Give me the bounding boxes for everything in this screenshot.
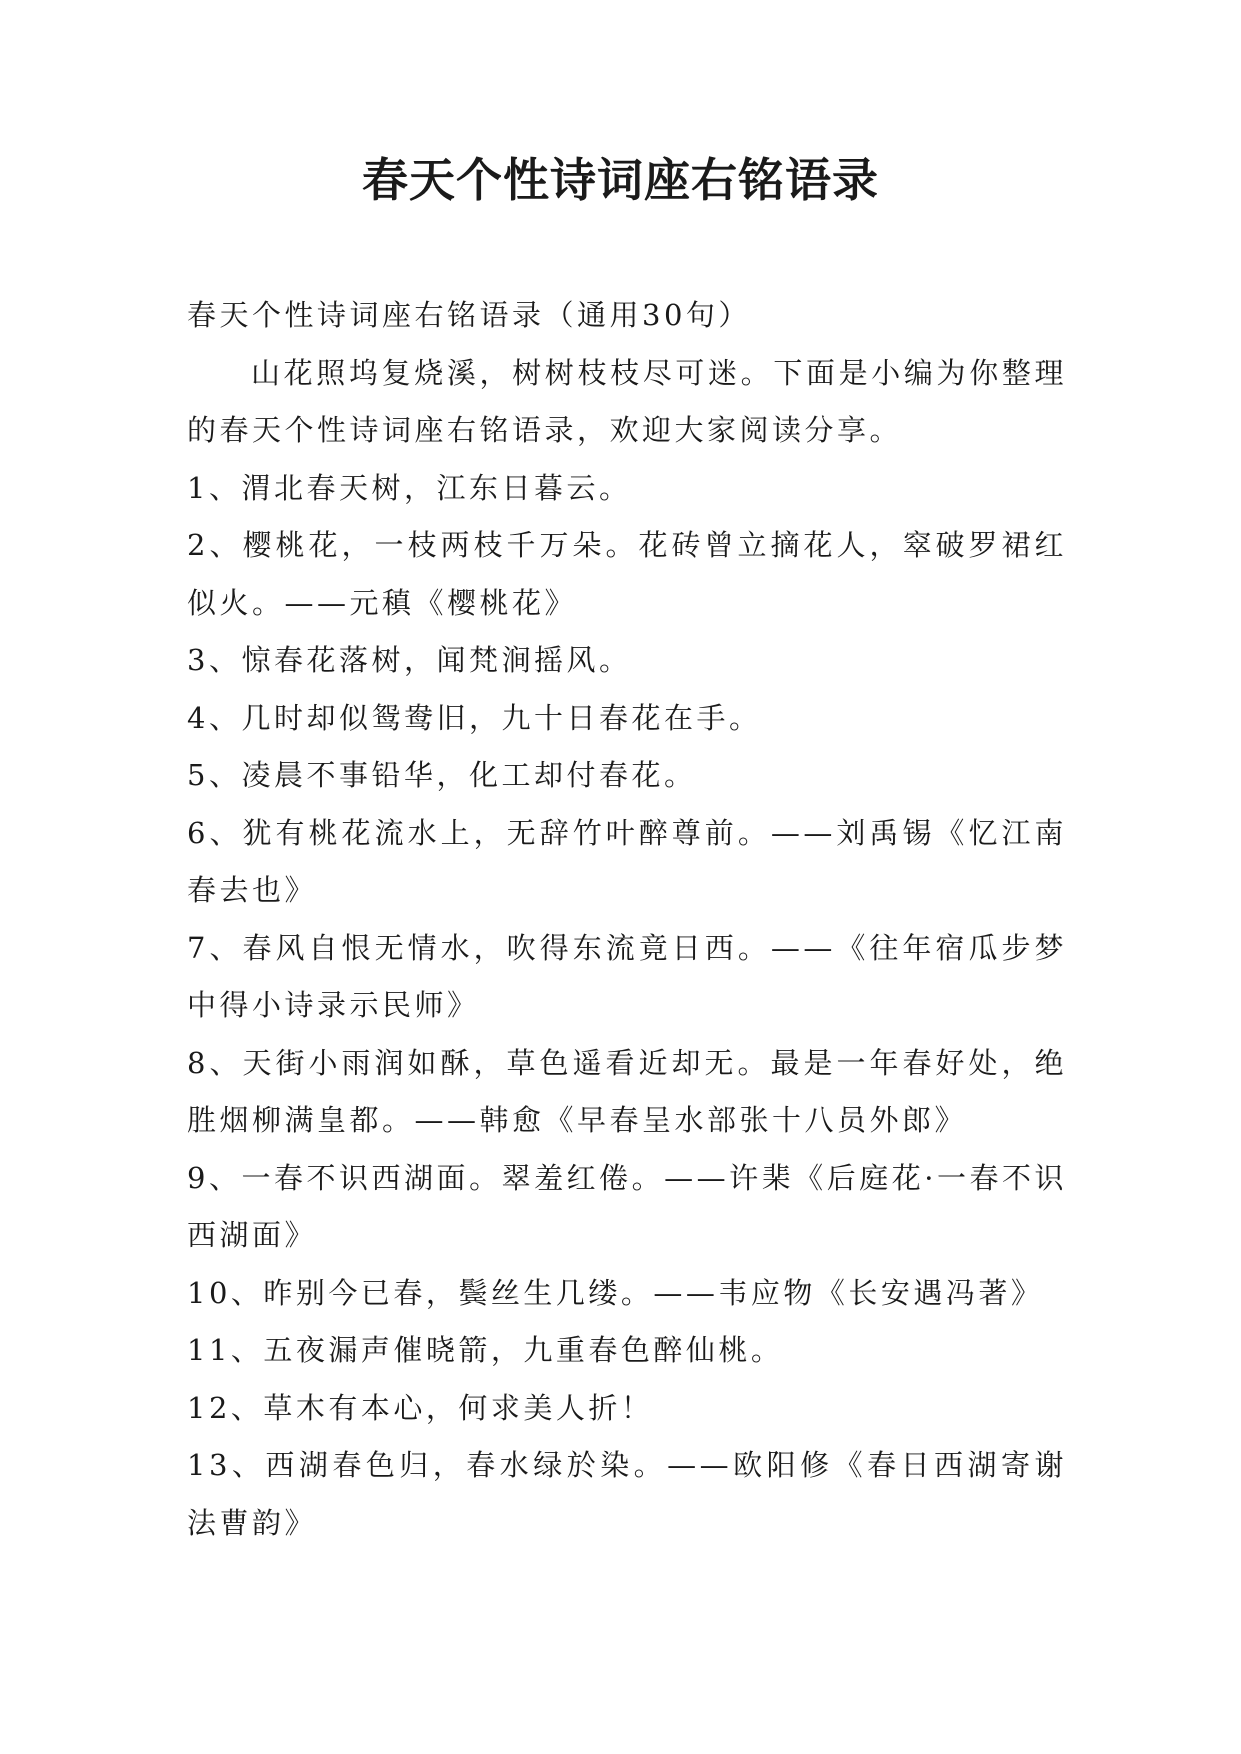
quote-item: 4、几时却似鸳鸯旧，九十日春花在手。 <box>187 700 762 735</box>
quote-item: 12、草木有本心，何求美人折！ <box>187 1390 654 1425</box>
quote-item: 5、凌晨不事铅华，化工却付春花。 <box>187 758 697 792</box>
document-subtitle: 春天个性诗词座右铭语录（通用30句） <box>187 298 751 332</box>
quote-item: 7、春风自恨无情水，吹得东流竟日西。——《往年宿瓜步梦中得小诗录示民师》 <box>187 930 1067 1022</box>
quote-item: 9、一春不识西湖面。翠羞红倦。——许棐《后庭花·一春不识西湖面》 <box>187 1160 1067 1252</box>
quote-item: 2、樱桃花，一枝两枝千万朵。花砖曾立摘花人，窣破罗裙红似火。——元稹《樱桃花》 <box>187 528 1067 620</box>
document-body <box>187 287 1067 1552</box>
quote-item: 11、五夜漏声催晓箭，九重春色醉仙桃。 <box>187 1333 784 1367</box>
quote-item: 1、渭北春天树，江东日暮云。 <box>187 470 632 505</box>
document-title: 春天个性诗词座右铭语录 <box>362 153 879 207</box>
quote-item: 8、天街小雨润如酥，草色遥看近却无。最是一年春好处，绝胜烟柳满皇都。——韩愈《早春呈水部张十八员外郎》 <box>187 1045 1067 1137</box>
quote-item: 10、昨别今已春，鬓丝生几缕。——韦应物《长安遇冯著》 <box>187 1275 1044 1310</box>
quote-item: 6、犹有桃花流水上，无辞竹叶醉尊前。——刘禹锡《忆江南春去也》 <box>187 815 1067 907</box>
quote-item: 13、西湖春色归，春水绿於染。——欧阳修《春日西湖寄谢法曹韵》 <box>187 1448 1067 1540</box>
quote-item: 3、惊春花落树，闻梵涧摇风。 <box>187 643 632 677</box>
intro-paragraph: 山花照坞复烧溪，树树枝枝尽可迷。下面是小编为你整理的春天个性诗词座右铭语录，欢迎大家阅读分享。 <box>187 355 1067 447</box>
